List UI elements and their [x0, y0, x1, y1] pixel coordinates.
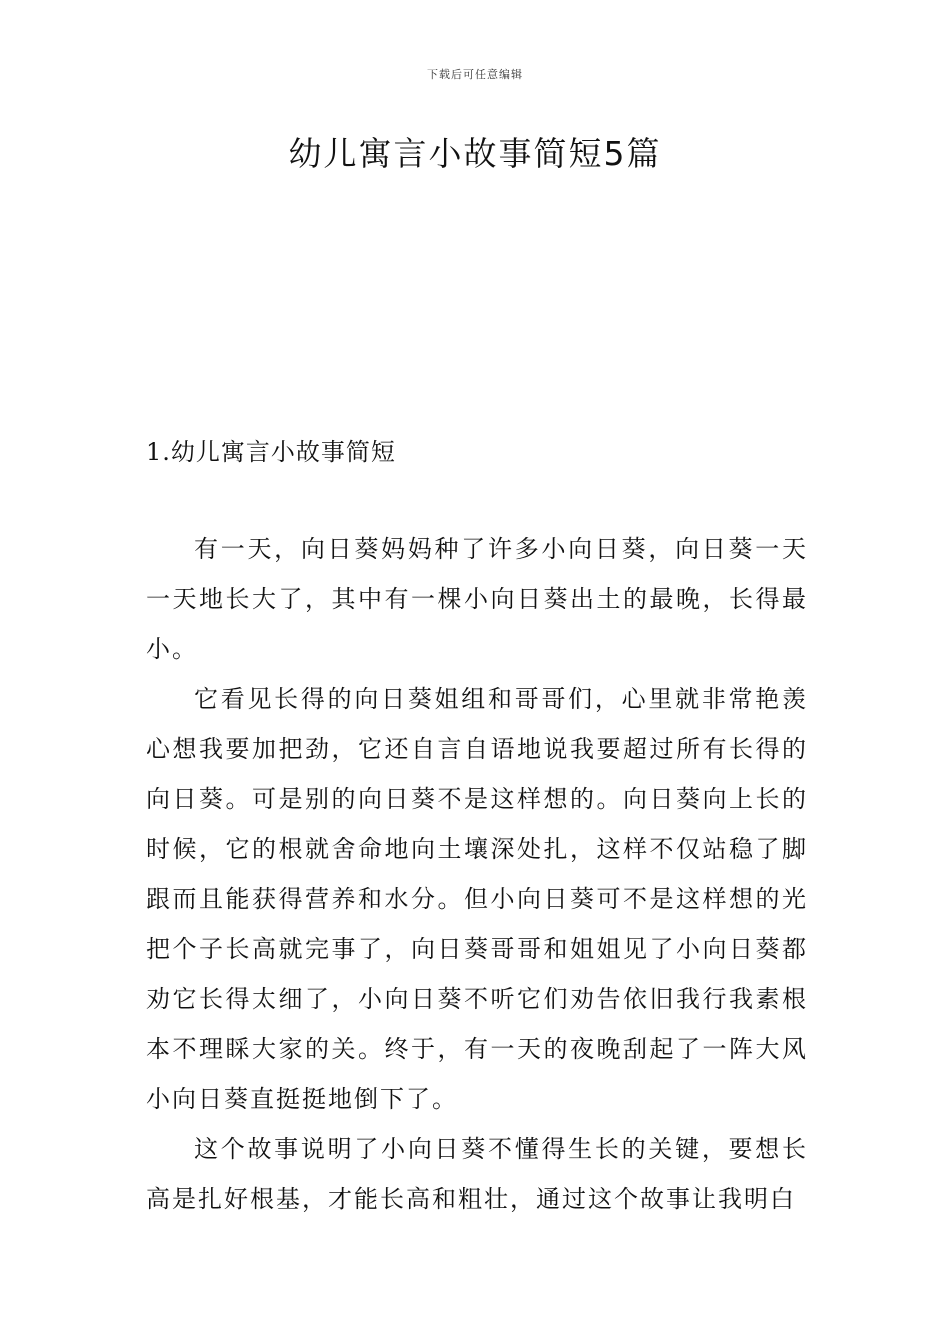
section-heading: 1.幼儿寓言小故事简短 — [146, 438, 396, 466]
header-note: 下载后可任意编辑 — [427, 68, 523, 81]
document-title: 幼儿寓言小故事简短5篇 — [288, 134, 662, 173]
paragraph: 这个故事说明了小向日葵不懂得生长的关键，要想长高是扎好根基，才能长高和粗壮，通过这个故事让我明白 — [146, 1135, 808, 1213]
section-body — [146, 524, 808, 1224]
paragraph: 它看见长得的向日葵姐组和哥哥们，心里就非常艳羡心想我要加把劲，它还自言自语地说我要超过所有长得的向日葵。可是别的向日葵不是这样想的。向日葵向上长的时候，它的根就舍命地向土壤深处扎，这样不仅站稳了脚跟而且能获得营养和水分。但小向日葵可不是这样想的光把个子长高就完事了，向日葵哥哥和姐姐见了小向日葵都劝它长得太细了，小向日葵不听它们劝告依旧我行我素根本不理睬大家的关。终于，有一天的夜晚刮起了一阵大风小向日葵直挺挺地倒下了。 — [146, 685, 808, 1113]
paragraph: 有一天，向日葵妈妈种了许多小向日葵，向日葵一天一天地长大了，其中有一棵小向日葵出土的最晚，长得最小。 — [146, 535, 808, 663]
